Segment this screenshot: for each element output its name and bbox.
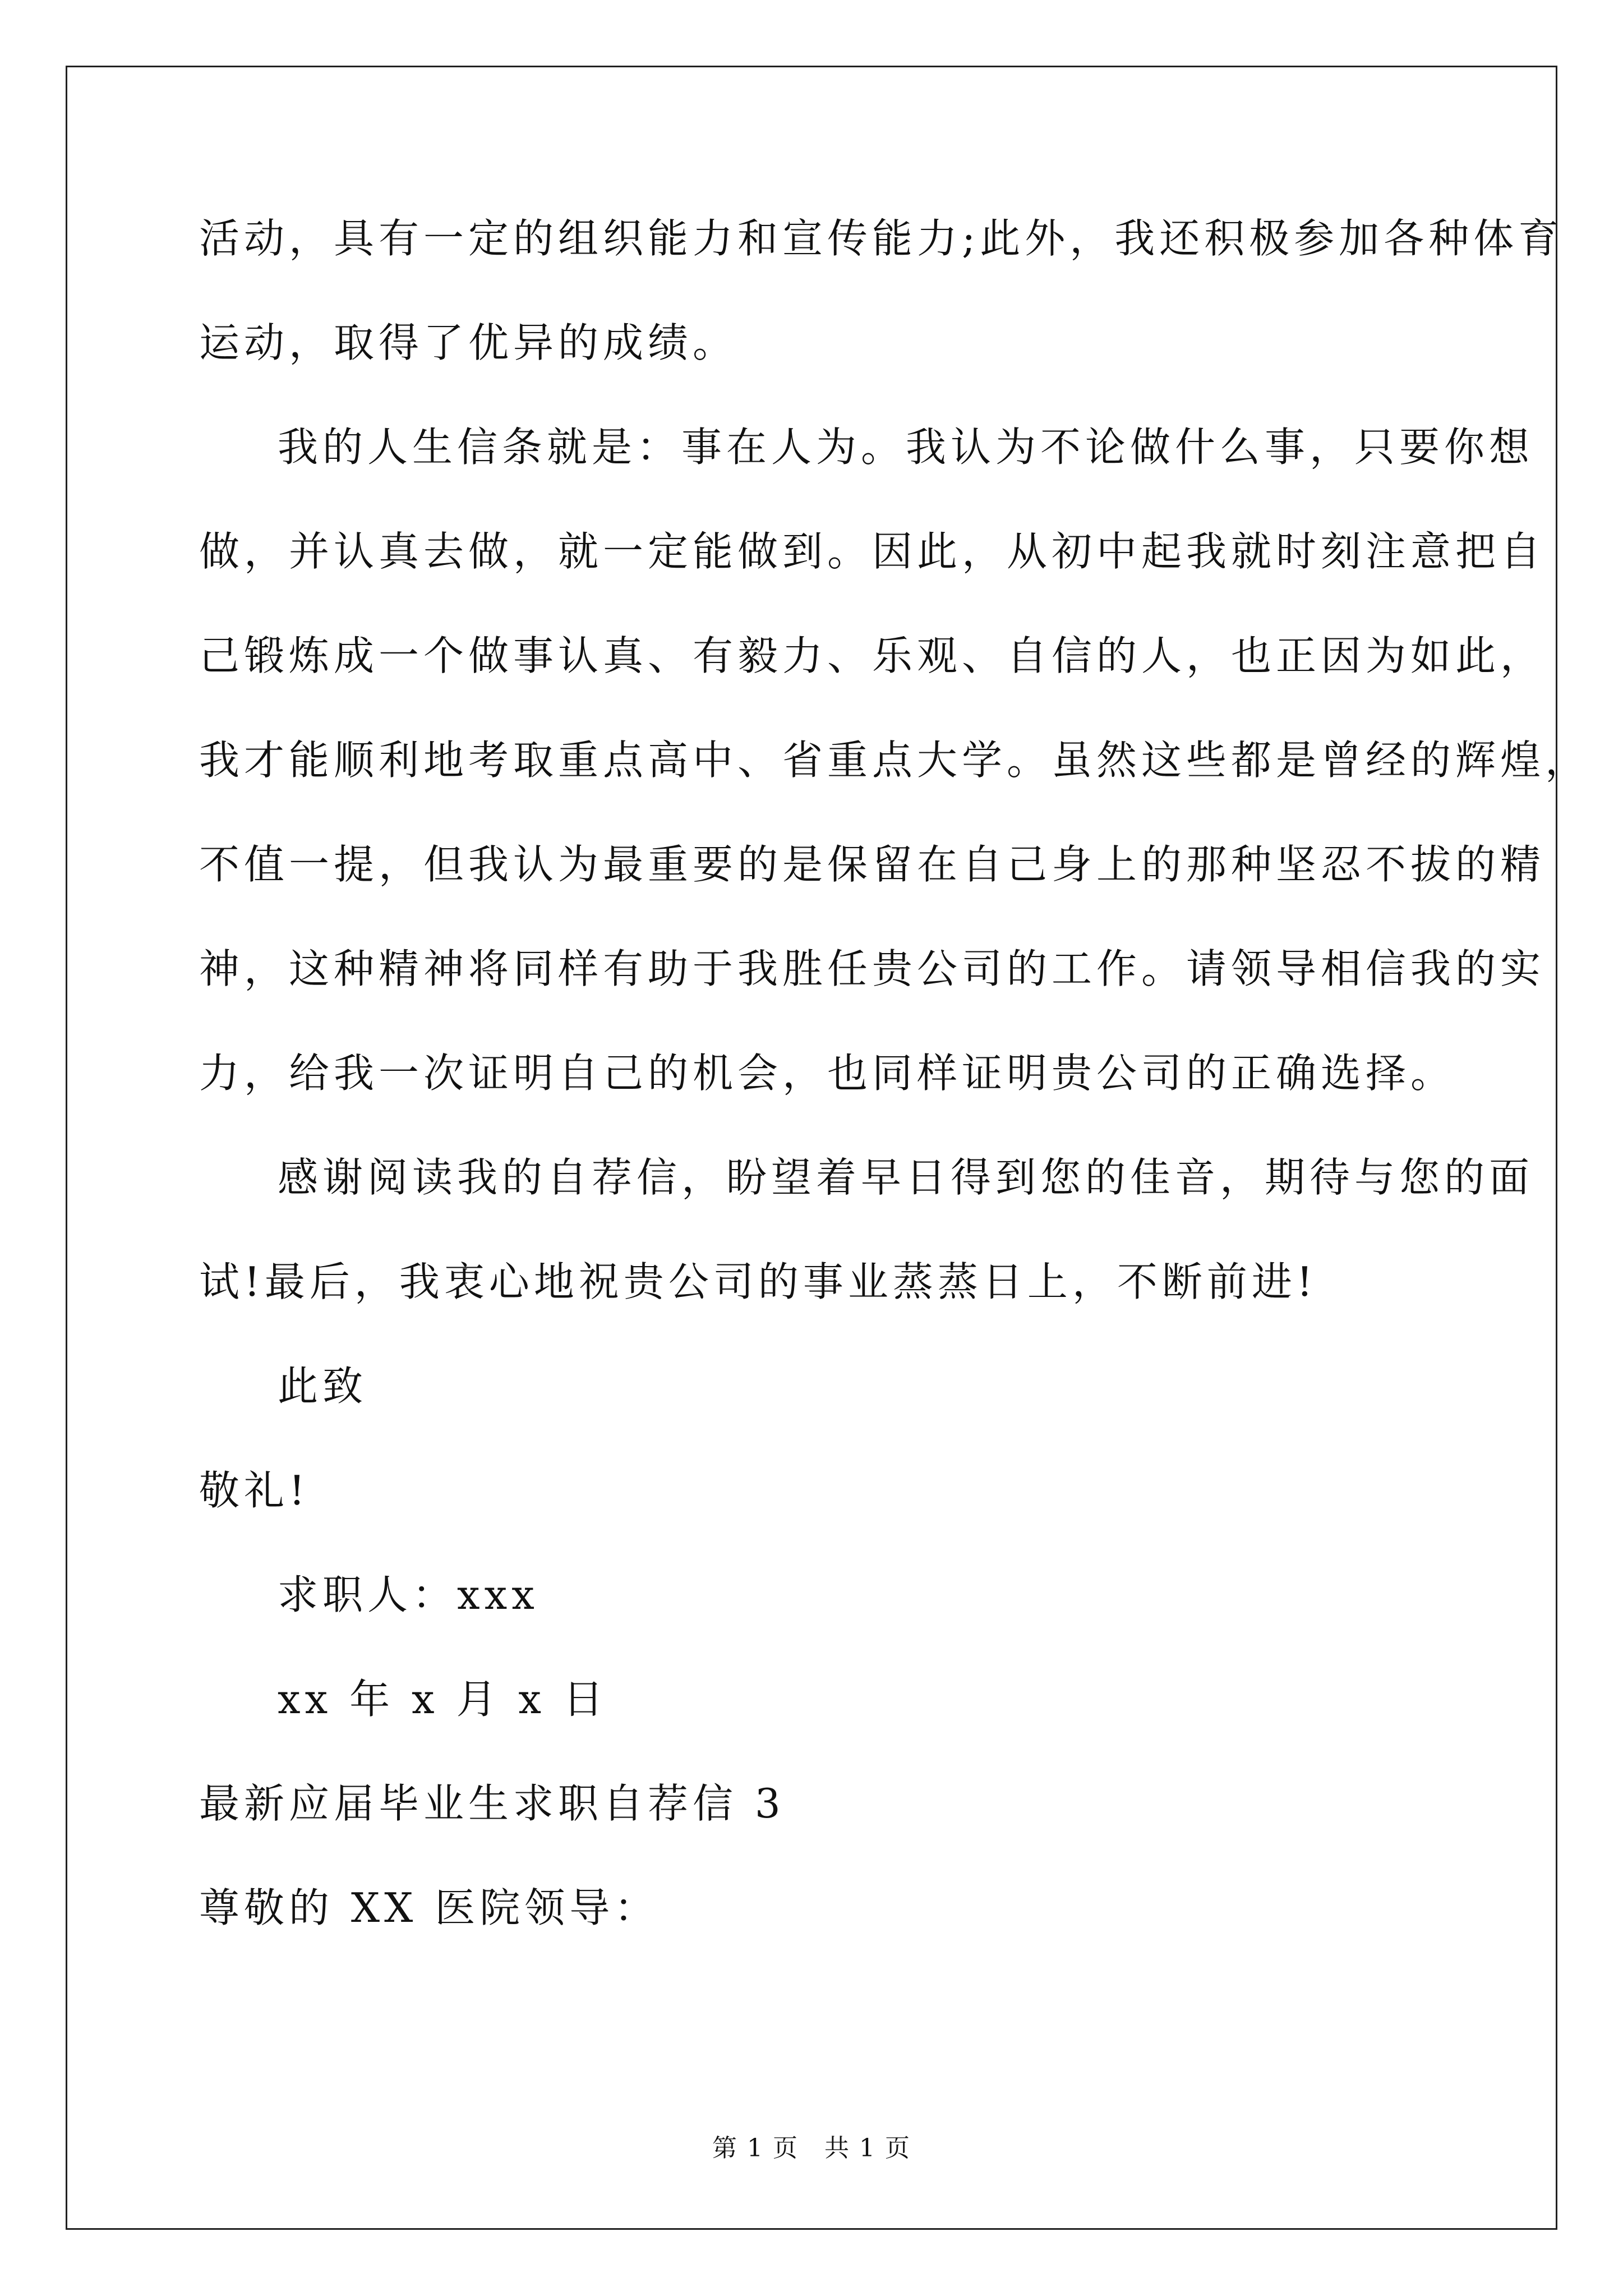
section-heading: 最新应届毕业生求职自荐信 3 [199, 1780, 785, 1827]
signature-date: xx 年 x 月 x 日 [278, 1676, 608, 1723]
text-line-2: 运动，取得了优异的成绩。 [199, 319, 738, 366]
text-line-4: 做，并认真去做，就一定能做到。因此，从初中起我就时刻注意把自 [199, 528, 1546, 575]
text-line-1: 活动，具有一定的组织能力和宣传能力;此外，我还积极参加各种体育 [199, 215, 1564, 262]
text-line-10: 感谢阅读我的自荐信，盼望着早日得到您的佳音，期待与您的面 [278, 1154, 1534, 1201]
closing-regards: 敬礼! [199, 1467, 310, 1514]
text-line-8: 神，这种精神将同样有助于我胜任贵公司的工作。请领导相信我的实 [199, 945, 1546, 992]
text-line-11: 试!最后，我衷心地祝贵公司的事业蒸蒸日上，不断前进! [199, 1258, 1317, 1305]
text-line-9: 力，给我一次证明自己的机会，也同样证明贵公司的正确选择。 [199, 1050, 1456, 1097]
text-line-3: 我的人生信条就是：事在人为。我认为不论做什么事，只要你想 [278, 424, 1534, 471]
text-line-6: 我才能顺利地考取重点高中、省重点大学。虽然这些都是曾经的辉煌， [199, 737, 1590, 784]
letter-greeting: 尊敬的 XX 医院领导： [199, 1884, 660, 1931]
text-line-7: 不值一提，但我认为最重要的是保留在自己身上的那种坚忍不拔的精 [199, 841, 1546, 888]
closing-salutation: 此致 [278, 1363, 368, 1410]
text-line-5: 己锻炼成一个做事认真、有毅力、乐观、自信的人，也正因为如此， [199, 632, 1546, 679]
signature-applicant: 求职人：xxx [278, 1571, 539, 1618]
page-footer: 第 1 页 共 1 页 [712, 2134, 911, 2162]
